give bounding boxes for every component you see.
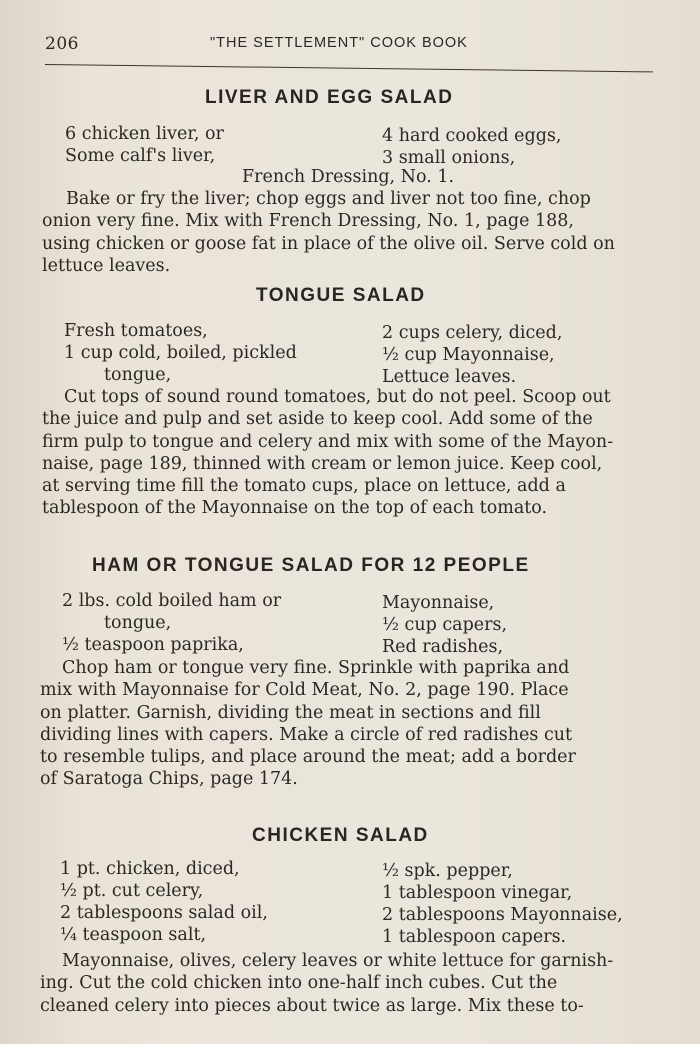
ingredient-left: 6 chicken liver, or [65, 124, 224, 144]
running-title: "THE SETTLEMENT" COOK BOOK [210, 35, 468, 51]
ingredient-right: 1 tablespoon capers. [382, 927, 567, 947]
ingredient-left: 2 lbs. cold boiled ham or [62, 591, 282, 611]
page-header [45, 34, 655, 60]
ingredient-right: 3 small onions, [382, 148, 516, 168]
directions-line: naise, page 189, thinned with cream or lemon juice. Keep cool, [42, 453, 603, 474]
directions-line: onion very fine. Mix with French Dressing, No. 1, page 188, [42, 211, 574, 232]
directions-line: Mayonnaise, olives, celery leaves or white lettuce for garnish- [62, 951, 614, 971]
directions-line: of Saratoga Chips, page 174. [40, 769, 298, 790]
ingredient-right: ½ cup capers, [382, 615, 508, 635]
ingredient-left: 1 pt. chicken, diced, [60, 859, 240, 879]
ingredient-left: ½ teaspoon paprika, [62, 635, 244, 655]
page-number: 206 [45, 34, 79, 54]
ingredient-left: ¼ teaspoon salt, [60, 925, 207, 945]
ingredient-right: 4 hard cooked eggs, [382, 126, 562, 146]
ingredient-centered: French Dressing, No. 1. [242, 167, 455, 187]
ingredient-right: ½ spk. pepper, [382, 861, 513, 881]
ingredient-left: ½ pt. cut celery, [60, 881, 204, 901]
directions-line: mix with Mayonnaise for Cold Meat, No. 2, page 190. Place [40, 680, 569, 701]
directions-paragraph [40, 950, 655, 1017]
ingredient-left: 1 cup cold, boiled, pickled [64, 343, 297, 363]
section-title: LIVER AND EGG SALAD [205, 87, 454, 108]
ingredient-right: ½ cup Mayonnaise, [382, 345, 555, 365]
directions-line: Bake or fry the liver; chop eggs and liver not too fine, chop [66, 189, 591, 209]
directions-line: dividing lines with capers. Make a circle of red radishes cut [40, 724, 573, 745]
directions-line: at serving time fill the tomato cups, place on lettuce, add a [42, 476, 566, 497]
directions-paragraph [40, 657, 655, 791]
directions-paragraph [42, 386, 657, 520]
ingredient-right: Mayonnaise, [382, 593, 495, 613]
ingredient-left: tongue, [104, 613, 172, 633]
section-title: CHICKEN SALAD [252, 825, 429, 846]
ingredient-left: Some calf's liver, [65, 146, 216, 166]
directions-line: on platter. Garnish, dividing the meat in sections and fill [40, 702, 541, 723]
directions-line: using chicken or goose fat in place of the olive oil. Serve cold on [42, 233, 615, 254]
ingredient-left: Fresh tomatoes, [64, 321, 208, 341]
ingredient-right: 1 tablespoon vinegar, [382, 883, 573, 903]
section-title: HAM OR TONGUE SALAD FOR 12 PEOPLE [92, 555, 530, 576]
section-title: TONGUE SALAD [256, 285, 426, 306]
ingredient-right: Lettuce leaves. [382, 367, 517, 387]
directions-line: tablespoon of the Mayonnaise on the top of each tomato. [42, 498, 548, 519]
directions-line: the juice and pulp and set aside to keep cool. Add some of the [42, 409, 593, 430]
header-rule [45, 64, 653, 72]
ingredient-right: 2 tablespoons Mayonnaise, [382, 905, 623, 925]
directions-line: Cut tops of sound round tomatoes, but do not peel. Scoop out [64, 387, 611, 407]
directions-line: to resemble tulips, and place around the meat; add a border [40, 747, 576, 768]
ingredient-left: 2 tablespoons salad oil, [60, 903, 268, 923]
directions-line: lettuce leaves. [42, 255, 171, 276]
ingredient-right: 2 cups celery, diced, [382, 323, 563, 343]
ingredient-left: tongue, [104, 365, 172, 385]
directions-line: Chop ham or tongue very fine. Sprinkle with paprika and [62, 658, 570, 678]
directions-line: cleaned celery into pieces about twice as large. Mix these to- [40, 995, 584, 1016]
directions-line: ing. Cut the cold chicken into one-half inch cubes. Cut the [40, 973, 558, 994]
directions-paragraph [42, 188, 657, 277]
directions-line: firm pulp to tongue and celery and mix with some of the Mayon- [42, 431, 614, 452]
ingredient-right: Red radishes, [382, 637, 504, 657]
